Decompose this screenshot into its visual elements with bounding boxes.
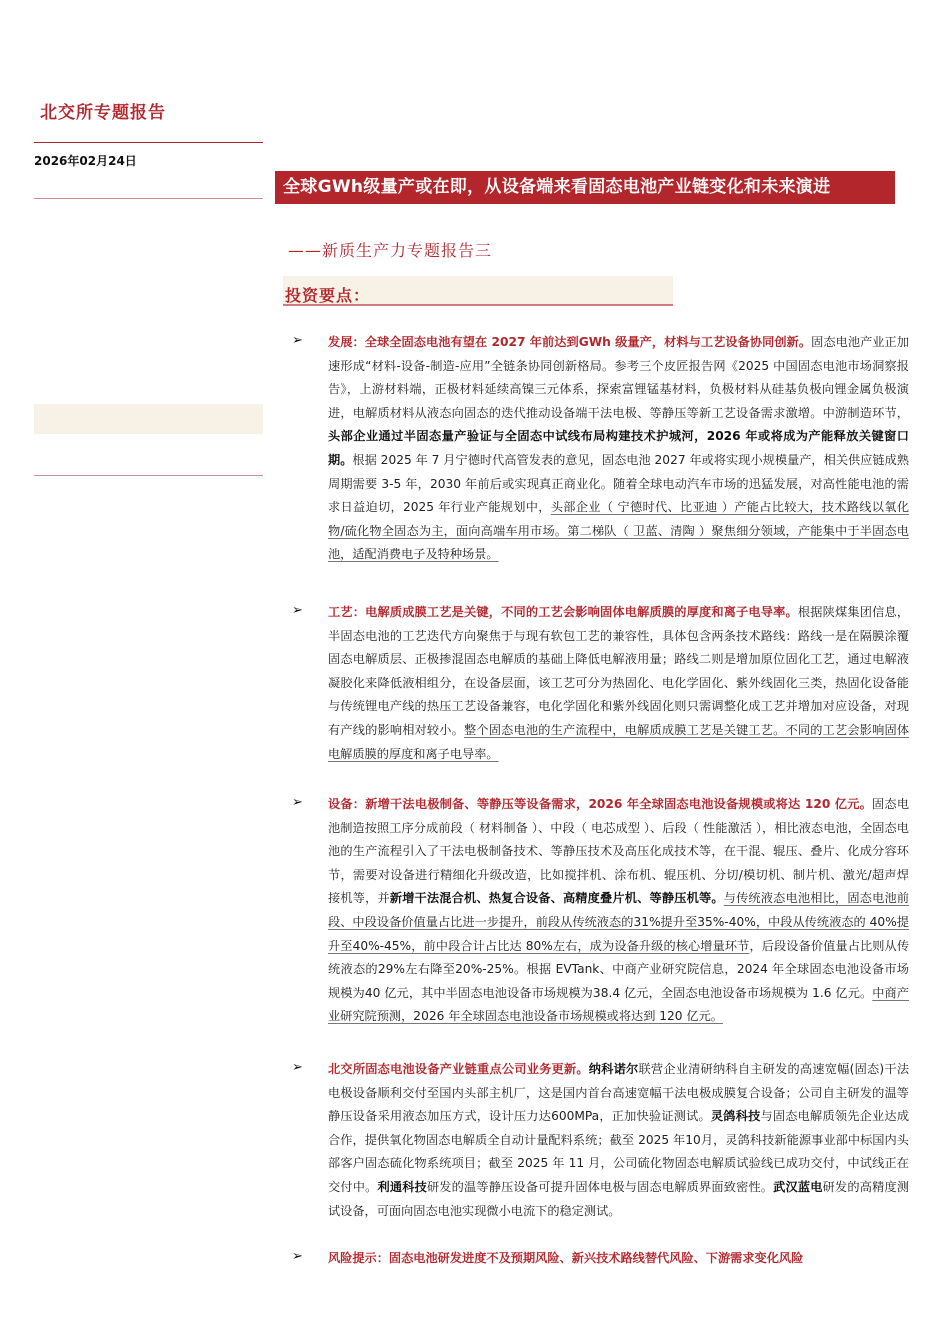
bullet-body: 风险提示：固态电池研发进度不及预期风险、新兴技术路线替代风险、下游需求变化风险 — [328, 1251, 804, 1265]
sidebar-shaded-box — [34, 404, 263, 434]
report-date: 2026年02月24日 — [34, 154, 137, 168]
arrow-bullet-icon: ➢ — [292, 1249, 303, 1264]
bullet-body: 工艺：电解质成膜工艺是关键，不同的工艺会影响固体电解质膜的厚度和离子电导率。根据陕煤集团信息，半固态电池的工艺迭代方向聚焦于与现有软包工艺的兼容性，具体包含两条技术路线：路线一是在隔膜涂覆固态电解质层、正极掺混固态电解质的基础上降低电解液用量；路线二则是增加原位固化工艺，通过电解液凝胶化来降低液相组分，在设备层面，该工艺可分为热固化、电化学固化、紫外线固化三类，热固化设备能与传统锂电产线的热压工艺设备兼容，电化学固化和紫外线固化则只需调整化成工艺并增加对应设备，对现有产线的影响相对较小。整个固态电池的生产流程中，电解质成膜工艺是关键工艺。不同的工艺会影响固体电解质膜的厚度和离子电导率。 — [328, 605, 910, 761]
report-subtitle: ——新质生产力专题报告三 — [288, 241, 493, 260]
sidebar-rule-bottom — [34, 475, 263, 476]
bullet-body: 北交所固态电池设备产业链重点公司业务更新。纳科诺尔联营企业清研纳科自主研发的高速宽幅(固态)干法电极设备顺利交付至国内头部主机厂，这是国内首台高速宽幅干法电极成膜复合设备；公司自主研发的温等静压设备采用液态加压方式，设计压力达600MPa，正加快验证测试。灵鸽科技与固态电解质领先企业达成合作，提供氧化物固态电解质全自动计量配料系统；截至 2025 年10月，灵鸽科技新能源事业部中标国内头部客户固态硫化物系统项目；截至 2025 年 11 月，公司硫化物固态电解质试验线已成功交付，中试线正在交付中。利通科技研发的温等静压设备可提升固体电极与固态电解质界面致密性。武汉蓝电研发的高精度测试设备，可面向固态电池实现微小电流下的稳定测试。 — [328, 1062, 910, 1218]
investment-highlights-header — [283, 276, 673, 306]
arrow-bullet-icon: ➢ — [292, 1060, 303, 1075]
report-title-banner: 全球GWh级量产或在即，从设备端来看固态电池产业链变化和未来演进 — [275, 171, 895, 204]
sidebar-rule-top — [34, 142, 263, 143]
arrow-bullet-icon: ➢ — [292, 333, 303, 348]
report-type-label: 北交所专题报告 — [40, 103, 166, 123]
bullet-body: 设备：新增干法电极制备、等静压等设备需求，2026 年全球固态电池设备规模或将达 120 亿元。固态电池制造按照工序分成前段（ 材料制备 ）、中段（ 电芯成型 ）、后段（ 性能激活 ），相比液态电池，全固态电池的生产流程引入了干法电极制备技术、等静压技术及高压化成技术等，在干混、辊压、叠片、化成分容环节，需要对设备进行精细化升级改造，比如搅拌机、涂布机、辊压机、分切/模切机、制片机、激光/超声焊接机等，并新增干法混合机、热复合设备、高精度叠片机、等静压机等。与传统液态电池相比，固态电池前段、中段设备价值量占比进一步提升，前段从传统液态的31%提升至35%-40%，中段从传统液态的 40%提升至40%-45%，前中段合计占比达 80%左右，成为设备升级的核心增量环节，后段设备价值量占比则从传统液态的29%左右降至20%-25%。根据 EVTank、中商产业研究院信息，2024 年全球固态电池设备市场规模为40 亿元，其中半固态电池设备市场规模为38.4 亿元，全固态电池设备市场规模为 1.6 亿元。中商产业研究院预测，2026 年全球固态电池设备市场规模或将达到 120 亿元。 — [328, 797, 910, 1024]
arrow-bullet-icon: ➢ — [292, 603, 303, 618]
section-label: 投资要点： — [285, 286, 371, 305]
arrow-bullet-icon: ➢ — [292, 795, 303, 810]
sidebar-rule-mid — [34, 198, 263, 199]
bullet-body: 发展：全球全固态电池有望在 2027 年前达到GWh 级量产，材料与工艺设备协同创新。固态电池产业正加速形成“材料-设备-制造-应用”全链条协同创新格局。参考三个皮匠报告网《2025 中国固态电池市场洞察报告》，上游材料端，正极材料延续高镍三元体系，探索富锂锰基材料，负极材料从硅基负极向锂金属负极演进，电解质材料从液态向固态的迭代推动设备端干法电极、等静压等新工艺设备需求激增。中游制造环节，头部企业通过半固态量产验证与全固态中试线布局构建技术护城河，2026 年或将成为产能释放关键窗口期。根据 2025 年 7 月宁德时代高管发表的意见，固态电池 2027 年或将实现小规模量产，相关供应链成熟周期需要 3-5 年，2030 年前后或实现真正商业化。随着全球电动汽车市场的迅猛发展，对高性能电池的需求日益迫切，2025 年行业产能规划中，头部企业（ 宁德时代、比亚迪 ）产能占比较大，技术路线以氧化物/硫化物全固态为主，面向高端车用市场。第二梯队（ 卫蓝、清陶 ）聚焦细分领域，产能集中于半固态电池，适配消费电子及特种场景。 — [328, 335, 910, 562]
